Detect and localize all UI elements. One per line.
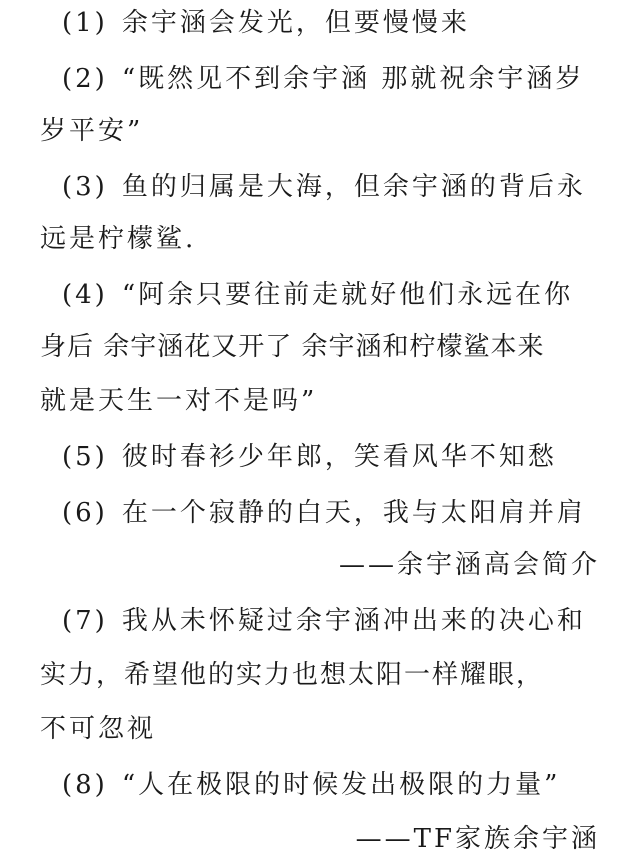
entry-3-number: (3) [62, 172, 108, 202]
entry-5-text: 彼时春衫少年郎，笑看风华不知愁 [121, 442, 557, 472]
entry-1-number: (1) [62, 8, 108, 38]
entry-7-line-3: 不可忽视 [40, 714, 157, 744]
entry-7-line-2: 实力，希望他的实力也想太阳一样耀眼， [40, 660, 545, 690]
entry-4-number: (4) [62, 280, 108, 310]
entry-3-line-1 [62, 170, 586, 204]
entry-4-line-2: 身后 余宇涵花又开了 余宇涵和柠檬鲨本来 [40, 332, 545, 362]
entry-6-number: (6) [62, 498, 108, 528]
entry-2-text-1: “既然见不到余宇涵 那就祝余宇涵岁 [121, 64, 585, 94]
entry-8-number: (8) [62, 770, 108, 800]
entry-1-text: 余宇涵会发光，但要慢慢来 [121, 8, 470, 38]
entry-4-text-1: “阿余只要往前走就好他们永远在你 [121, 280, 574, 310]
entry-4-line-1 [62, 278, 573, 312]
entry-1-line-1 [62, 6, 470, 40]
entry-2-line-2: 岁平安” [40, 116, 144, 146]
entry-7-text-1: 我从未怀疑过余宇涵冲出来的决心和 [121, 606, 586, 636]
entry-2-line-1 [62, 62, 584, 96]
entry-8-line-1 [62, 768, 560, 802]
entry-7-number: (7) [62, 606, 108, 636]
entry-2-number: (2) [62, 64, 108, 94]
entry-8-text: “人在极限的时候发出极限的力量” [121, 770, 561, 800]
entry-8-signature: ——TF家族余宇涵 [355, 824, 600, 854]
entry-3-text-1: 鱼的归属是大海，但余宇涵的背后永 [121, 172, 586, 202]
entry-7-line-1 [62, 604, 586, 638]
entry-5-number: (5) [62, 442, 108, 472]
entry-6-text: 在一个寂静的白天，我与太阳肩并肩 [121, 498, 586, 528]
entry-5-line-1 [62, 440, 557, 474]
entry-3-line-2: 远是柠檬鲨. [40, 224, 197, 254]
entry-6-line-1 [62, 496, 586, 530]
entry-6-signature: ——余宇涵高会简介 [338, 550, 600, 580]
entry-4-line-3: 就是天生一对不是吗” [40, 386, 318, 416]
